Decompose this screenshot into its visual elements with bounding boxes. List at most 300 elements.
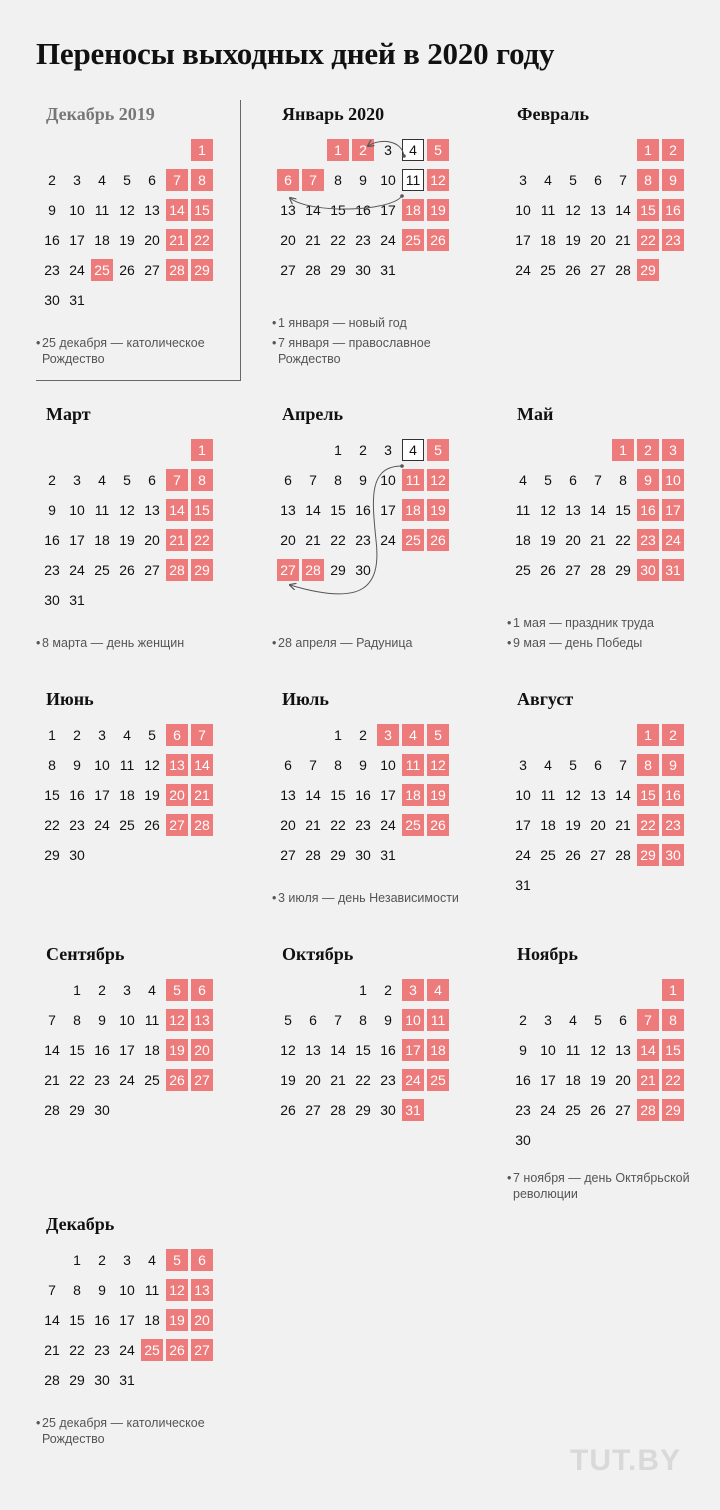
day-cell: 28 [590,562,606,578]
day-cell: 19 [166,1039,188,1061]
month-name: Март [46,404,91,424]
day-cell: 15 [355,1042,371,1058]
day-cell: 27 [144,262,160,278]
arrow-jan11-to-jan6 [290,196,402,209]
day-cell: 13 [590,787,606,803]
day-cell: 1 [334,727,342,743]
holiday-note-text: 25 декабря — католическое Рождество [42,1416,205,1446]
day-cell: 16 [44,232,60,248]
holiday-note-text: 9 мая — день Победы [513,636,643,650]
day-cell: 19 [166,1309,188,1331]
month-name: Июнь [46,689,94,709]
day-cell: 20 [191,1309,213,1331]
bullet-icon: • [507,616,512,630]
day-cell: 24 [380,532,396,548]
day-cell: 7 [637,1009,659,1031]
day-cell: 6 [191,979,213,1001]
day-cell: 23 [94,1342,110,1358]
day-cell: 2 [48,172,56,188]
day-cell: 9 [519,1042,527,1058]
day-cell: 23 [637,529,659,551]
day-cell: 23 [44,562,60,578]
day-cell: 2 [662,724,684,746]
day-cell: 26 [590,1102,606,1118]
day-cell: 14 [166,499,188,521]
day-cell: 24 [540,1102,556,1118]
holiday-note-text: 7 ноября — день Октябрьской революции [513,1171,690,1201]
day-cell: 12 [144,757,160,773]
day-cell: 30 [355,262,371,278]
day-cell: 13 [305,1042,321,1058]
day-cell: 27 [615,1102,631,1118]
day-cell: 4 [569,1012,577,1028]
day-cell: 5 [148,727,156,743]
day-cell: 18 [402,199,424,221]
month-name: Январь 2020 [282,104,385,124]
day-cell: 23 [662,814,684,836]
day-cell: 10 [380,757,396,773]
day-cell: 11 [144,1282,160,1298]
day-cell: 11 [565,1042,581,1058]
day-cell: 16 [355,787,371,803]
day-cell: 11 [144,1012,160,1028]
day-cell: 6 [277,169,299,191]
day-cell: 16 [44,532,60,548]
day-cell: 21 [191,784,213,806]
day-cell: 14 [44,1312,60,1328]
day-cell: 9 [359,757,367,773]
day-cell: 19 [590,1072,606,1088]
day-cell: 25 [91,259,113,281]
day-cell: 5 [123,472,131,488]
day-cell: 19 [427,199,449,221]
day-cell: 16 [637,499,659,521]
day-cell: 24 [69,562,85,578]
day-cell: 27 [590,847,606,863]
day-cell: 11 [402,754,424,776]
day-cell: 13 [280,502,296,518]
day-cell: 14 [615,787,631,803]
day-cell: 21 [305,232,321,248]
day-cell: 9 [73,757,81,773]
day-cell: 4 [544,172,552,188]
day-cell: 19 [119,232,135,248]
bullet-icon: • [272,316,277,330]
day-cell: 5 [569,757,577,773]
day-cell: 30 [94,1372,110,1388]
day-cell: 1 [191,439,213,461]
day-cell: 25 [515,562,531,578]
day-cell: 4 [148,1252,156,1268]
day-cell: 2 [359,727,367,743]
day-cell: 14 [615,202,631,218]
day-cell: 17 [119,1312,135,1328]
day-cell: 31 [380,262,396,278]
day-cell: 14 [330,1042,346,1058]
day-cell: 3 [519,757,527,773]
day-cell: 10 [69,202,85,218]
day-cell: 10 [662,469,684,491]
day-cell: 21 [330,1072,346,1088]
day-cell: 22 [330,232,346,248]
day-cell: 26 [166,1339,188,1361]
day-cell: 30 [44,592,60,608]
day-cell: 26 [427,229,449,251]
day-cell: 10 [119,1282,135,1298]
day-cell: 28 [44,1372,60,1388]
day-cell: 1 [662,979,684,1001]
holiday-note-text: 8 марта — день женщин [42,636,185,650]
day-cell: 2 [384,982,392,998]
day-cell: 16 [94,1042,110,1058]
day-cell: 16 [662,199,684,221]
day-cell: 5 [427,439,449,461]
day-cell: 13 [565,502,581,518]
day-cell: 10 [380,172,396,188]
day-cell: 9 [359,172,367,188]
day-cell: 20 [144,532,160,548]
day-cell: 12 [280,1042,296,1058]
day-cell: 24 [119,1342,135,1358]
month-name: Август [517,689,574,709]
day-cell: 31 [119,1372,135,1388]
day-cell: 4 [123,727,131,743]
day-cell: 23 [380,1072,396,1088]
day-cell: 29 [637,259,659,281]
day-cell: 29 [191,259,213,281]
day-cell: 25 [565,1102,581,1118]
day-cell: 2 [519,1012,527,1028]
day-cell: 3 [98,727,106,743]
day-cell: 28 [305,262,321,278]
day-cell: 24 [662,529,684,551]
day-cell: 28 [305,847,321,863]
day-cell: 13 [191,1009,213,1031]
day-cell: 30 [355,847,371,863]
day-cell: 23 [44,262,60,278]
day-cell: 12 [427,169,449,191]
day-cell: 1 [48,727,56,743]
day-cell: 25 [119,817,135,833]
day-cell: 8 [637,169,659,191]
day-cell: 11 [119,757,135,773]
day-cell: 29 [44,847,60,863]
bullet-icon: • [272,636,277,650]
bullet-icon: • [272,336,277,350]
day-cell: 31 [515,877,531,893]
day-cell: 4 [148,982,156,998]
arrow-apr4-to-apr27 [290,466,402,594]
day-cell: 7 [302,169,324,191]
day-cell: 24 [94,817,110,833]
day-cell: 25 [427,1069,449,1091]
day-cell: 11 [402,169,424,191]
day-cell: 22 [69,1342,85,1358]
day-cell: 3 [402,979,424,1001]
day-cell: 12 [166,1279,188,1301]
day-cell: 22 [191,229,213,251]
day-cell: 23 [662,229,684,251]
day-cell: 17 [94,787,110,803]
day-cell: 4 [98,472,106,488]
day-cell: 27 [166,814,188,836]
day-cell: 7 [48,1282,56,1298]
day-cell: 28 [637,1099,659,1121]
day-cell: 27 [280,262,296,278]
day-cell: 18 [427,1039,449,1061]
day-cell: 1 [73,982,81,998]
month-name: Июль [282,689,329,709]
day-cell: 10 [119,1012,135,1028]
day-cell: 1 [612,439,634,461]
day-cell: 27 [565,562,581,578]
day-cell: 30 [515,1132,531,1148]
day-cell: 28 [615,262,631,278]
day-cell: 25 [141,1339,163,1361]
day-cell: 9 [98,1012,106,1028]
holiday-note-text: 1 января — новый год [278,316,407,330]
day-cell: 26 [565,847,581,863]
day-cell: 29 [191,559,213,581]
day-cell: 9 [359,472,367,488]
day-cell: 4 [98,172,106,188]
day-cell: 14 [44,1042,60,1058]
day-cell: 16 [94,1312,110,1328]
day-cell: 2 [73,727,81,743]
day-cell: 17 [515,232,531,248]
day-cell: 5 [123,172,131,188]
day-cell: 1 [191,139,213,161]
month-name: Февраль [517,104,589,124]
day-cell: 13 [166,754,188,776]
month-name: Ноябрь [517,944,578,964]
day-cell: 15 [662,1039,684,1061]
day-cell: 2 [98,1252,106,1268]
day-cell: 15 [330,202,346,218]
day-cell: 26 [166,1069,188,1091]
day-cell: 23 [69,817,85,833]
day-cell: 24 [515,262,531,278]
day-cell: 16 [662,784,684,806]
day-cell: 20 [615,1072,631,1088]
day-cell: 31 [662,559,684,581]
holiday-note-text: 1 мая — праздник труда [513,616,654,630]
day-cell: 27 [305,1102,321,1118]
day-cell: 29 [69,1102,85,1118]
day-cell: 16 [355,502,371,518]
day-cell: 17 [69,232,85,248]
day-cell: 25 [94,562,110,578]
month-name: Декабрь 2019 [46,104,155,124]
day-cell: 15 [69,1312,85,1328]
day-cell: 12 [565,787,581,803]
day-cell: 16 [515,1072,531,1088]
page-title: Переносы выходных дней в 2020 году [36,36,555,71]
day-cell: 29 [330,562,346,578]
day-cell: 25 [540,262,556,278]
day-cell: 2 [637,439,659,461]
day-cell: 16 [355,202,371,218]
day-cell: 5 [427,139,449,161]
day-cell: 21 [305,532,321,548]
day-cell: 1 [334,442,342,458]
day-cell: 20 [144,232,160,248]
day-cell: 8 [48,757,56,773]
day-cell: 6 [569,472,577,488]
day-cell: 19 [119,532,135,548]
day-cell: 10 [540,1042,556,1058]
day-cell: 12 [427,469,449,491]
month-name: Декабрь [46,1214,115,1234]
day-cell: 2 [98,982,106,998]
day-cell: 6 [191,1249,213,1271]
day-cell: 2 [48,472,56,488]
day-cell: 16 [69,787,85,803]
day-cell: 8 [359,1012,367,1028]
day-cell: 11 [540,787,556,803]
bullet-icon: • [36,336,41,350]
day-cell: 15 [615,502,631,518]
day-cell: 11 [540,202,556,218]
day-cell: 3 [384,442,392,458]
day-cell: 14 [305,502,321,518]
day-cell: 25 [402,229,424,251]
day-cell: 13 [615,1042,631,1058]
day-cell: 19 [540,532,556,548]
day-cell: 3 [377,724,399,746]
day-cell: 14 [166,199,188,221]
day-cell: 8 [334,172,342,188]
day-cell: 7 [309,472,317,488]
day-cell: 18 [402,784,424,806]
day-cell: 10 [94,757,110,773]
day-cell: 31 [69,292,85,308]
day-cell: 1 [637,724,659,746]
day-cell: 28 [302,559,324,581]
day-cell: 5 [427,724,449,746]
month-name: Апрель [282,404,343,424]
day-cell: 8 [334,472,342,488]
day-cell: 27 [590,262,606,278]
day-cell: 3 [73,172,81,188]
day-cell: 7 [309,757,317,773]
day-cell: 3 [384,142,392,158]
arrow-jan4-to-jan2 [368,141,404,156]
day-cell: 30 [662,844,684,866]
day-cell: 9 [662,754,684,776]
day-cell: 30 [380,1102,396,1118]
day-cell: 17 [662,499,684,521]
bullet-icon: • [507,636,512,650]
day-cell: 12 [166,1009,188,1031]
day-cell: 5 [166,1249,188,1271]
day-cell: 28 [166,559,188,581]
day-cell: 20 [166,784,188,806]
day-cell: 9 [48,502,56,518]
day-cell: 4 [427,979,449,1001]
day-cell: 4 [402,724,424,746]
day-cell: 12 [540,502,556,518]
day-cell: 5 [569,172,577,188]
day-cell: 21 [166,229,188,251]
day-cell: 2 [359,442,367,458]
day-cell: 4 [544,757,552,773]
day-cell: 24 [119,1072,135,1088]
day-cell: 20 [280,817,296,833]
day-cell: 8 [73,1282,81,1298]
day-cell: 6 [309,1012,317,1028]
day-cell: 19 [427,784,449,806]
day-cell: 8 [191,469,213,491]
day-cell: 29 [330,262,346,278]
day-cell: 22 [330,817,346,833]
day-cell: 10 [69,502,85,518]
day-cell: 7 [48,1012,56,1028]
day-cell: 11 [402,469,424,491]
day-cell: 19 [144,787,160,803]
day-cell: 21 [166,529,188,551]
day-cell: 1 [327,139,349,161]
day-cell: 25 [402,814,424,836]
day-cell: 17 [69,532,85,548]
day-cell: 24 [515,847,531,863]
day-cell: 15 [330,502,346,518]
day-cell: 7 [594,472,602,488]
day-cell: 22 [615,532,631,548]
day-cell: 8 [637,754,659,776]
day-cell: 28 [330,1102,346,1118]
arrow-dot-jan11 [400,194,404,198]
day-cell: 5 [166,979,188,1001]
day-cell: 10 [402,1009,424,1031]
day-cell: 12 [427,754,449,776]
day-cell: 15 [44,787,60,803]
day-cell: 30 [94,1102,110,1118]
day-cell: 14 [590,502,606,518]
day-cell: 14 [305,202,321,218]
month-name: Сентябрь [46,944,125,964]
day-cell: 23 [515,1102,531,1118]
day-cell: 17 [119,1042,135,1058]
day-cell: 24 [380,817,396,833]
day-cell: 13 [144,502,160,518]
day-cell: 29 [330,847,346,863]
day-cell: 6 [594,757,602,773]
day-cell: 30 [637,559,659,581]
day-cell: 4 [519,472,527,488]
day-cell: 13 [144,202,160,218]
day-cell: 26 [119,262,135,278]
day-cell: 12 [119,502,135,518]
day-cell: 30 [44,292,60,308]
day-cell: 8 [191,169,213,191]
day-cell: 26 [427,814,449,836]
day-cell: 25 [540,847,556,863]
day-cell: 20 [590,232,606,248]
bullet-icon: • [36,1416,41,1430]
day-cell: 22 [355,1072,371,1088]
day-cell: 18 [540,817,556,833]
month-name: Май [517,404,554,424]
day-cell: 20 [280,532,296,548]
day-cell: 27 [191,1069,213,1091]
day-cell: 23 [355,532,371,548]
day-cell: 8 [662,1009,684,1031]
day-cell: 30 [355,562,371,578]
month-name: Октябрь [282,944,354,964]
day-cell: 1 [637,139,659,161]
day-cell: 11 [94,202,110,218]
